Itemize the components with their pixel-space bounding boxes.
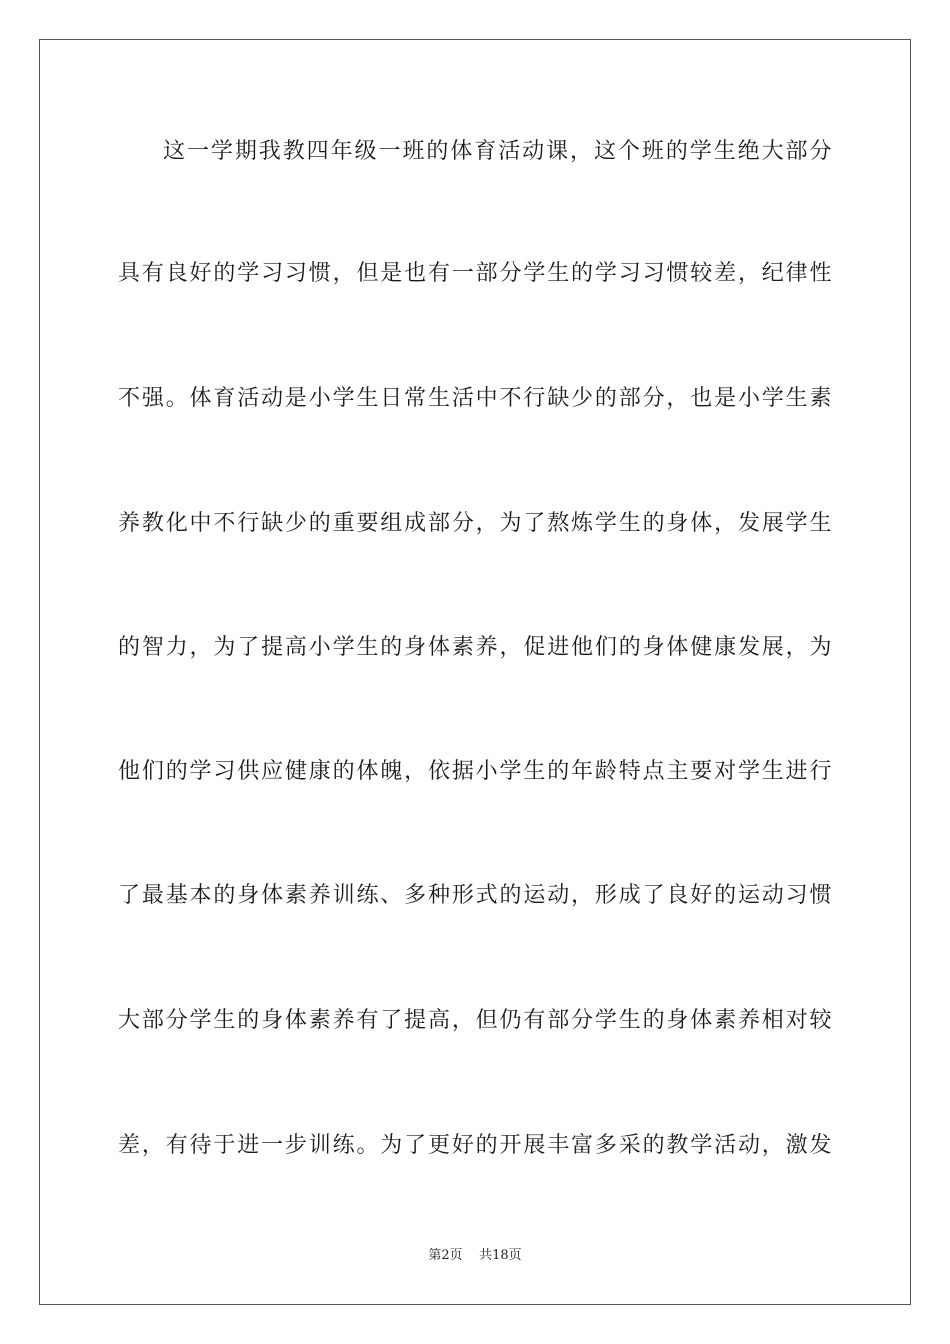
current-page-label: 第2页 — [428, 1248, 463, 1263]
text-line: 养教化中不行缺少的重要组成部分，为了熬炼学生的身体，发展学生 — [118, 511, 832, 536]
text-line: 他们的学习供应健康的体魄，依据小学生的年龄特点主要对学生进行 — [118, 759, 832, 784]
text-line: 差，有待于进一步训练。为了更好的开展丰富多采的教学活动，激发 — [118, 1133, 832, 1158]
text-line: 这一学期我教四年级一班的体育活动课，这个班的学生绝大部分 — [163, 139, 832, 164]
text-line: 了最基本的身体素养训练、多种形式的运动，形成了良好的运动习惯 — [118, 883, 832, 908]
total-pages-label: 共18页 — [479, 1248, 522, 1263]
text-line: 的智力，为了提高小学生的身体素养，促进他们的身体健康发展，为 — [118, 635, 832, 660]
text-line: 大部分学生的身体素养有了提高，但仍有部分学生的身体素养相对较 — [118, 1008, 832, 1033]
text-line: 不强。体育活动是小学生日常生活中不行缺少的部分，也是小学生素 — [118, 386, 832, 411]
text-line: 具有良好的学习习惯，但是也有一部分学生的学习习惯较差，纪律性 — [118, 261, 832, 286]
page-footer — [0, 1247, 950, 1265]
page-border — [39, 39, 911, 1305]
